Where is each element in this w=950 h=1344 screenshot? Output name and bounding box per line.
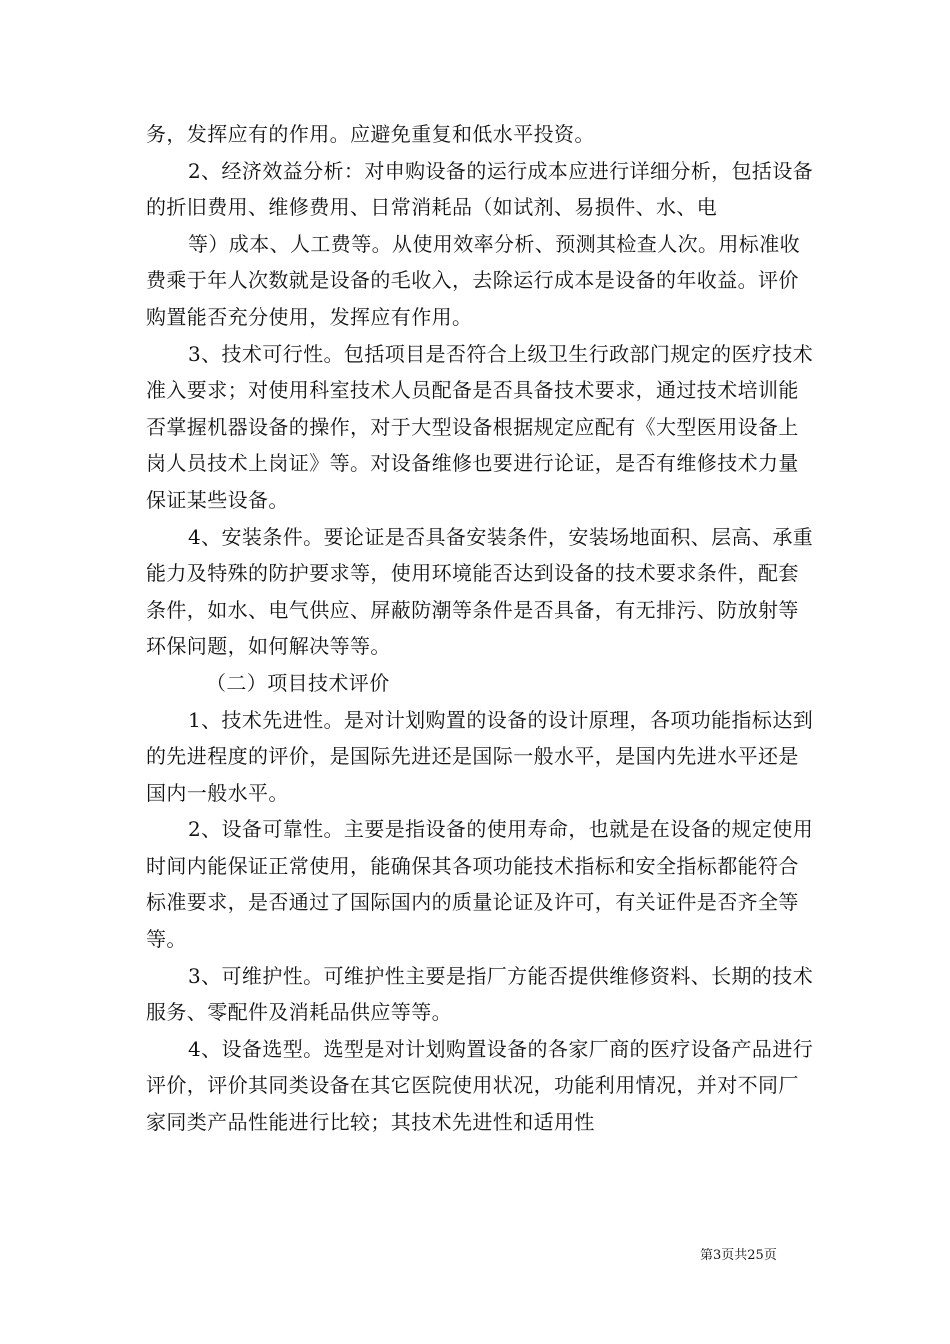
paragraph-economic-benefit: 2、经济效益分析：对申购设备的运行成本应进行详细分析，包括设备的折旧费用、维修费用、日常消耗品（如试剂、易损件、水、电 [146,158,814,220]
document-body [146,116,816,1141]
paragraph-economic-benefit-cont: 等）成本、人工费等。从使用效率分析、预测其检查人次。用标准收费乘于年人次数就是设备的毛收入，去除运行成本是设备的年收益。评价购置能否充分使用，发挥应有作用。 [146,231,800,329]
paragraph-equipment-selection: 4、设备选型。选型是对计划购置设备的各家厂商的医疗设备产品进行评价，评价其同类设备在其它医院使用状况，功能利用情况，并对不同厂家同类产品性能进行比较；其技术先进性和适用性 [146,1036,814,1135]
paragraph-installation-conditions: 4、安装条件。要论证是否具备安装条件，安装场地面积、层高、承重能力及特殊的防护要求等，使用环境能否达到设备的技术要求条件，配套条件，如水、电气供应、屏蔽防潮等条件是否具备，有无排污、防放射等环保问题，如何解决等等。 [146,524,814,659]
section-heading-technical-evaluation: （二）项目技术评价 [206,670,390,695]
page-number-footer: 第3页共25页 [700,1248,777,1263]
paragraph-continuation: 务，发挥应有的作用。应避免重复和低水平投资。 [146,122,595,146]
paragraph-reliability: 2、设备可靠性。主要是指设备的使用寿命，也就是在设备的规定使用时间内能保证正常使用，能确保其各项功能技术指标和安全指标都能符合标准要求，是否通过了国际国内的质量论证及许可，有关证件是否齐全等等。 [146,817,814,952]
paragraph-maintainability: 3、可维护性。可维护性主要是指厂方能否提供维修资料、长期的技术服务、零配件及消耗品供应等等。 [146,963,814,1025]
paragraph-technical-advancement: 1、技术先进性。是对计划购置的设备的设计原理，各项功能指标达到的先进程度的评价，是国际先进还是国际一般水平，是国内先进水平还是国内一般水平。 [146,707,814,805]
paragraph-technical-feasibility: 3、技术可行性。包括项目是否符合上级卫生行政部门规定的医疗技术准入要求；对使用科室技术人员配备是否具备技术要求，通过技术培训能否掌握机器设备的操作，对于大型设备根据规定应配有《大型医用设备上岗人员技术上岗证》等。对设备维修也要进行论证，是否有维修技术力量保证某些设备。 [146,341,814,512]
